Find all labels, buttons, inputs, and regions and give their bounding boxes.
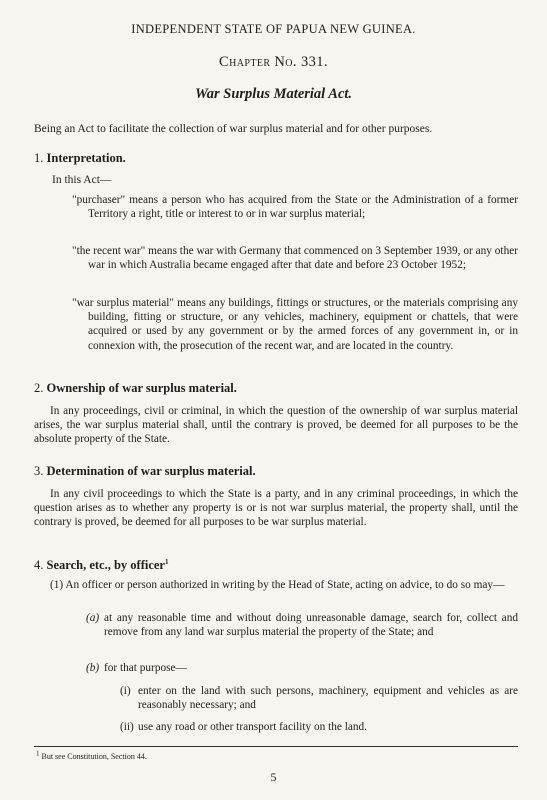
definition-purchaser: "purchaser" means a person who has acquired from the State or the Administration of a former Territory a right, title or interest to or in war surplus material; <box>72 194 518 221</box>
subparagraph-ii <box>120 720 518 734</box>
footnote-mark: 1 <box>164 557 169 566</box>
paragraph-b <box>86 661 518 675</box>
subparagraph-text: use any road or other transport facility on the land. <box>138 721 368 733</box>
paragraph-a <box>86 611 518 639</box>
paragraph-text: for that purpose— <box>104 662 187 674</box>
definition-recent-war: "the recent war" means the war with Germany that commenced on 3 September 1939, or any other war in which Australia became engaged after that date and before 23 October 1952; <box>72 245 518 272</box>
section-1-heading <box>34 151 524 166</box>
footnote-text: But see Constitution, Section 44. <box>41 752 147 761</box>
page-number: 5 <box>270 770 277 784</box>
section-1-lead: In this Act— <box>52 174 112 186</box>
section-number: 4. <box>34 558 44 572</box>
act-title: War Surplus Material Act. <box>194 86 353 102</box>
section-number: 2. <box>34 381 44 395</box>
section-number: 3. <box>34 464 44 478</box>
subparagraph-i <box>120 684 518 712</box>
section-number: 1. <box>34 151 44 165</box>
definition-war-surplus-material: "war surplus material" means any buildings, fittings or structures, or the materials comprising any building, fitting or structure, or any vehicles, machinery, equipment or chattels, that were acquired or used by any government or by the armed forces of any government in, or in connexion with, the prosecution of the recent war, and are located in the country. <box>72 297 518 352</box>
section-title: Interpretation. <box>46 151 126 165</box>
paragraph-label: (a) <box>86 612 100 624</box>
section-2-heading <box>34 381 524 396</box>
paragraph-text: at any reasonable time and without doing unreasonable damage, search for, collect and remove from any land war surplus material the property of the State; and <box>104 612 518 639</box>
section-title: Search, etc., by officer <box>46 558 165 572</box>
subparagraph-label: (ii) <box>120 721 134 733</box>
paragraph-label: (b) <box>86 662 100 674</box>
section-4-heading <box>34 558 524 573</box>
footnote <box>36 749 147 761</box>
section-3-text: In any civil proceedings to which the State is a party, and in any criminal proceedings, in which the question arises as to whether any property is or is not war surplus material, the property shall, until the contrary is proved, be deemed for all purposes to be war surplus material. <box>34 488 518 529</box>
footnote-divider <box>34 746 518 747</box>
footnote-number: 1 <box>36 749 40 758</box>
state-title: INDEPENDENT STATE OF PAPUA NEW GUINEA. <box>131 22 416 36</box>
subparagraph-text: enter on the land with such persons, machinery, equipment and vehicles as are reasonably necessary; and <box>138 685 518 712</box>
long-title: Being an Act to facilitate the collection of war surplus material and for other purposes. <box>34 123 433 135</box>
section-title: Determination of war surplus material. <box>46 464 256 478</box>
section-title: Ownership of war surplus material. <box>46 381 237 395</box>
chapter-number: Chapter No. 331. <box>219 54 328 70</box>
section-4-subsection-1: (1) An officer or person authorized in writing by the Head of State, acting on advice, to do so may— <box>50 579 505 591</box>
section-2-text: In any proceedings, civil or criminal, in which the question of the ownership of war surplus material arises, the war surplus material shall, until the contrary is proved, be deemed for all purposes to be the absolute property of the State. <box>34 405 518 446</box>
section-3-heading <box>34 464 524 479</box>
subparagraph-label: (i) <box>120 685 131 697</box>
